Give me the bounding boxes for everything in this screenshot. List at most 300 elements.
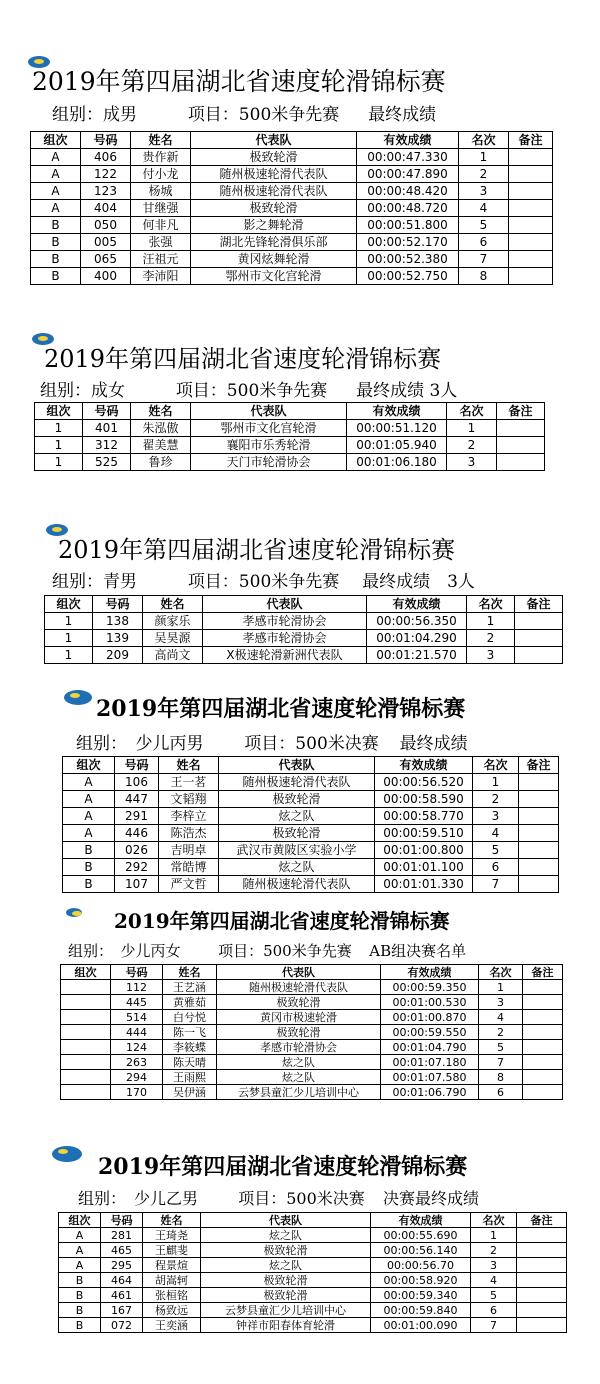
table-cell: A xyxy=(31,183,81,200)
table-cell: B xyxy=(63,876,115,893)
table-cell: 胡嵩轲 xyxy=(143,1273,201,1288)
table-cell: 106 xyxy=(115,774,159,791)
table-cell: 00:00:51.800 xyxy=(357,217,459,234)
table-cell: 李梓立 xyxy=(159,808,219,825)
table-cell: 6 xyxy=(459,234,509,251)
table-cell: 072 xyxy=(101,1318,143,1333)
table-row xyxy=(31,268,553,285)
table-cell: 1 xyxy=(473,774,519,791)
table-cell: 程景煊 xyxy=(143,1258,201,1273)
table-cell: 4 xyxy=(459,200,509,217)
table-cell: A xyxy=(59,1228,101,1243)
table-cell: B xyxy=(59,1273,101,1288)
table-row xyxy=(61,1070,563,1085)
table-cell: 炫之队 xyxy=(217,1055,381,1070)
table-cell: 吉明卓 xyxy=(159,842,219,859)
table-cell: 7 xyxy=(459,251,509,268)
table-cell: 209 xyxy=(93,647,143,664)
column-header: 名次 xyxy=(447,403,497,420)
column-header: 备注 xyxy=(519,757,559,774)
table-cell: 444 xyxy=(111,1025,163,1040)
table-cell: 陈一飞 xyxy=(163,1025,217,1040)
table-cell: A xyxy=(63,791,115,808)
table-cell: 026 xyxy=(115,842,159,859)
table-cell: 陈浩杰 xyxy=(159,825,219,842)
table-cell: 6 xyxy=(479,1085,523,1100)
section-title: 2019年第四届湖北省速度轮滑锦标赛 xyxy=(58,536,456,564)
table-row xyxy=(35,437,545,454)
table-cell: 170 xyxy=(111,1085,163,1100)
table-cell xyxy=(523,1040,563,1055)
logo-icon xyxy=(66,908,82,917)
table-cell: 影之舞轮滑 xyxy=(191,217,357,234)
table-cell xyxy=(509,234,553,251)
table-cell: 张强 xyxy=(131,234,191,251)
table-cell: 随州极速轮滑代表队 xyxy=(217,980,381,995)
column-header: 号码 xyxy=(83,403,131,420)
table-cell xyxy=(523,980,563,995)
table-cell: 甘继强 xyxy=(131,200,191,217)
table-cell xyxy=(517,1243,567,1258)
table-cell: A xyxy=(31,149,81,166)
table-cell: 3 xyxy=(447,454,497,471)
table-row xyxy=(63,876,559,893)
table-cell: 294 xyxy=(111,1070,163,1085)
table-cell: 鄂州市文化宫轮滑 xyxy=(191,268,357,285)
table-cell xyxy=(509,166,553,183)
table-row xyxy=(63,791,559,808)
table-cell: 4 xyxy=(471,1273,517,1288)
table-cell xyxy=(61,1025,111,1040)
table-cell: 极致轮滑 xyxy=(191,200,357,217)
table-cell: 黄冈市极速轮滑 xyxy=(217,1010,381,1025)
section-title: 2019年第四届湖北省速度轮滑锦标赛 xyxy=(44,345,442,373)
table-cell: 湖北先锋轮滑俱乐部 xyxy=(191,234,357,251)
results-table xyxy=(58,1212,567,1333)
table-cell: 鲁珍 xyxy=(131,454,191,471)
table-cell: A xyxy=(59,1243,101,1258)
table-row xyxy=(63,842,559,859)
table-header-row xyxy=(63,757,559,774)
table-cell: 吴昊源 xyxy=(143,630,203,647)
table-cell xyxy=(523,1085,563,1100)
column-header: 有效成绩 xyxy=(357,132,459,149)
table-cell: 1 xyxy=(479,980,523,995)
column-header: 备注 xyxy=(515,596,563,613)
table-cell xyxy=(61,995,111,1010)
table-cell: 4 xyxy=(479,1010,523,1025)
table-row xyxy=(59,1258,567,1273)
table-cell: 00:01:06.790 xyxy=(381,1085,479,1100)
table-cell: 1 xyxy=(45,613,93,630)
table-cell: 吴伊涵 xyxy=(163,1085,217,1100)
table-cell xyxy=(519,791,559,808)
table-cell: 2 xyxy=(473,791,519,808)
column-header: 代表队 xyxy=(191,403,347,420)
result-label: 最终成绩 xyxy=(368,105,437,125)
table-cell xyxy=(523,1010,563,1025)
column-header: 组次 xyxy=(45,596,93,613)
event-label: 项目：500米争先赛 xyxy=(187,572,340,592)
table-row xyxy=(45,647,563,664)
table-cell: 00:00:56.350 xyxy=(367,613,467,630)
results-table xyxy=(60,964,563,1100)
table-cell: 00:00:52.380 xyxy=(357,251,459,268)
table-cell: B xyxy=(31,268,81,285)
table-cell: X极速轮滑新洲代表队 xyxy=(203,647,367,664)
column-header: 号码 xyxy=(93,596,143,613)
column-header: 姓名 xyxy=(131,132,191,149)
table-cell: 00:00:51.120 xyxy=(347,420,447,437)
table-cell: 白兮悦 xyxy=(163,1010,217,1025)
table-cell: 王麒斐 xyxy=(143,1243,201,1258)
table-cell: 极致轮滑 xyxy=(201,1243,371,1258)
column-header: 号码 xyxy=(81,132,131,149)
table-cell xyxy=(515,613,563,630)
table-cell: 炫之队 xyxy=(201,1258,371,1273)
table-cell: 杨致远 xyxy=(143,1303,201,1318)
table-cell: 8 xyxy=(459,268,509,285)
table-cell: 朱泓傲 xyxy=(131,420,191,437)
table-cell xyxy=(61,1070,111,1085)
table-cell: 王琦尧 xyxy=(143,1228,201,1243)
logo-icon xyxy=(64,690,92,705)
table-cell: 常皓博 xyxy=(159,859,219,876)
table-cell xyxy=(523,995,563,1010)
table-cell: 付小龙 xyxy=(131,166,191,183)
group-label: 组别：青男 xyxy=(52,572,137,592)
table-cell: 2 xyxy=(459,166,509,183)
column-header: 有效成绩 xyxy=(367,596,467,613)
column-header: 组次 xyxy=(63,757,115,774)
column-header: 组次 xyxy=(61,965,111,980)
column-header: 号码 xyxy=(101,1213,143,1228)
table-row xyxy=(31,234,553,251)
table-cell: 00:00:47.330 xyxy=(357,149,459,166)
table-cell xyxy=(517,1273,567,1288)
result-label: AB组决赛名单 xyxy=(369,942,467,960)
table-cell: 极致轮滑 xyxy=(201,1273,371,1288)
table-cell xyxy=(523,1025,563,1040)
table-cell: B xyxy=(59,1288,101,1303)
column-header: 姓名 xyxy=(143,596,203,613)
table-cell: 281 xyxy=(101,1228,143,1243)
column-header: 代表队 xyxy=(217,965,381,980)
table-cell: 7 xyxy=(471,1318,517,1333)
table-cell xyxy=(519,808,559,825)
table-cell: 1 xyxy=(35,437,83,454)
table-cell: 8 xyxy=(479,1070,523,1085)
table-cell: 312 xyxy=(83,437,131,454)
column-header: 组次 xyxy=(31,132,81,149)
table-cell xyxy=(509,200,553,217)
table-cell xyxy=(497,420,545,437)
column-header: 号码 xyxy=(111,965,163,980)
table-cell xyxy=(515,630,563,647)
table-cell: 李沛阳 xyxy=(131,268,191,285)
table-row xyxy=(35,454,545,471)
table-cell: 00:01:04.290 xyxy=(367,630,467,647)
table-cell: 极致轮滑 xyxy=(191,149,357,166)
column-header: 有效成绩 xyxy=(371,1213,471,1228)
table-cell: A xyxy=(63,825,115,842)
table-cell: 00:01:00.870 xyxy=(381,1010,479,1025)
table-cell: 00:00:59.550 xyxy=(381,1025,479,1040)
table-row xyxy=(61,1010,563,1025)
table-cell xyxy=(517,1228,567,1243)
table-cell xyxy=(509,268,553,285)
table-cell: 464 xyxy=(101,1273,143,1288)
table-cell: 295 xyxy=(101,1258,143,1273)
table-cell: 极致轮滑 xyxy=(217,995,381,1010)
table-cell: 00:00:56.140 xyxy=(371,1243,471,1258)
table-cell: 00:00:52.750 xyxy=(357,268,459,285)
table-cell: 随州极速轮滑代表队 xyxy=(191,183,357,200)
table-cell xyxy=(509,149,553,166)
table-cell: 3 xyxy=(473,808,519,825)
table-cell: 黄冈炫舞轮滑 xyxy=(191,251,357,268)
table-cell: 00:01:01.330 xyxy=(375,876,473,893)
table-cell: 292 xyxy=(115,859,159,876)
table-cell: 00:01:21.570 xyxy=(367,647,467,664)
table-cell: 炫之队 xyxy=(219,859,375,876)
group-label: 组别： 少儿丙男 xyxy=(76,734,204,754)
table-cell: 1 xyxy=(447,420,497,437)
table-cell xyxy=(61,1040,111,1055)
column-header: 备注 xyxy=(523,965,563,980)
column-header: 号码 xyxy=(115,757,159,774)
table-cell: 3 xyxy=(459,183,509,200)
column-header: 名次 xyxy=(473,757,519,774)
table-row xyxy=(35,420,545,437)
table-row xyxy=(31,149,553,166)
event-label: 项目：500米争先赛 xyxy=(218,942,352,960)
table-cell: 446 xyxy=(115,825,159,842)
table-cell xyxy=(519,842,559,859)
section-title: 2019年第四届湖北省速度轮滑锦标赛 xyxy=(114,909,450,933)
table-row xyxy=(59,1273,567,1288)
table-cell: 张桓铭 xyxy=(143,1288,201,1303)
table-cell: 00:00:56.70 xyxy=(371,1258,471,1273)
table-cell: 6 xyxy=(473,859,519,876)
table-row xyxy=(59,1318,567,1333)
table-header-row xyxy=(35,403,545,420)
table-cell: 1 xyxy=(45,647,93,664)
table-cell: 孝感市轮滑协会 xyxy=(217,1040,381,1055)
table-cell: 00:01:06.180 xyxy=(347,454,447,471)
table-cell: 00:00:59.340 xyxy=(371,1288,471,1303)
table-cell: 00:00:59.350 xyxy=(381,980,479,995)
table-cell: 00:00:52.170 xyxy=(357,234,459,251)
column-header: 名次 xyxy=(467,596,515,613)
table-cell: 严文哲 xyxy=(159,876,219,893)
table-cell: 00:00:47.890 xyxy=(357,166,459,183)
table-cell: 00:00:58.590 xyxy=(375,791,473,808)
table-row xyxy=(59,1228,567,1243)
column-header: 备注 xyxy=(517,1213,567,1228)
table-cell xyxy=(519,774,559,791)
table-cell: A xyxy=(31,166,81,183)
table-header-row xyxy=(45,596,563,613)
table-cell: 00:00:48.720 xyxy=(357,200,459,217)
table-cell xyxy=(517,1258,567,1273)
section-subtitle xyxy=(52,100,436,125)
table-cell: 2 xyxy=(467,630,515,647)
event-label: 项目：500米争先赛 xyxy=(187,105,340,125)
column-header: 有效成绩 xyxy=(347,403,447,420)
table-cell: 贵作新 xyxy=(131,149,191,166)
table-row xyxy=(61,980,563,995)
column-header: 代表队 xyxy=(203,596,367,613)
table-cell: 钟祥市阳春体育轮滑 xyxy=(201,1318,371,1333)
table-cell: A xyxy=(31,200,81,217)
column-header: 姓名 xyxy=(143,1213,201,1228)
column-header: 有效成绩 xyxy=(381,965,479,980)
table-cell: 云梦县童汇少儿培训中心 xyxy=(217,1085,381,1100)
table-cell: 050 xyxy=(81,217,131,234)
table-cell: 极致轮滑 xyxy=(217,1025,381,1040)
table-cell: 00:00:48.420 xyxy=(357,183,459,200)
table-row xyxy=(45,630,563,647)
table-cell xyxy=(523,1070,563,1085)
table-cell: 00:00:59.510 xyxy=(375,825,473,842)
table-cell: 401 xyxy=(83,420,131,437)
table-cell: B xyxy=(59,1303,101,1318)
table-cell: 291 xyxy=(115,808,159,825)
table-cell: 461 xyxy=(101,1288,143,1303)
table-cell: 2 xyxy=(471,1243,517,1258)
section-title: 2019年第四届湖北省速度轮滑锦标赛 xyxy=(32,67,446,96)
table-row xyxy=(63,859,559,876)
table-cell: 襄阳市乐秀轮滑 xyxy=(191,437,347,454)
table-row xyxy=(63,774,559,791)
column-header: 姓名 xyxy=(159,757,219,774)
results-table xyxy=(62,756,559,893)
table-cell: 3 xyxy=(471,1258,517,1273)
table-cell: 00:00:58.920 xyxy=(371,1273,471,1288)
table-cell: 高尚文 xyxy=(143,647,203,664)
table-row xyxy=(59,1243,567,1258)
event-label: 项目：500米决赛 xyxy=(238,1189,365,1208)
event-label: 项目：500米决赛 xyxy=(244,734,379,754)
table-cell: B xyxy=(59,1318,101,1333)
table-cell: 123 xyxy=(81,183,131,200)
table-cell: 00:00:59.840 xyxy=(371,1303,471,1318)
table-cell xyxy=(523,1055,563,1070)
table-cell: 王艺涵 xyxy=(163,980,217,995)
column-header: 姓名 xyxy=(163,965,217,980)
table-cell: B xyxy=(31,217,81,234)
table-cell: 406 xyxy=(81,149,131,166)
table-cell: 云梦县童汇少儿培训中心 xyxy=(201,1303,371,1318)
table-row xyxy=(45,613,563,630)
group-label: 组别： 少儿乙男 xyxy=(78,1189,199,1208)
table-cell: 武汉市黄陂区实验小学 xyxy=(219,842,375,859)
column-header: 名次 xyxy=(471,1213,517,1228)
table-row xyxy=(61,1055,563,1070)
table-cell xyxy=(517,1318,567,1333)
table-cell: B xyxy=(31,251,81,268)
table-cell: 炫之队 xyxy=(201,1228,371,1243)
table-cell: 122 xyxy=(81,166,131,183)
table-row xyxy=(31,200,553,217)
table-cell: B xyxy=(31,234,81,251)
table-cell: 447 xyxy=(115,791,159,808)
table-cell: 5 xyxy=(479,1040,523,1055)
table-cell: 005 xyxy=(81,234,131,251)
result-label: 最终成绩 3人 xyxy=(362,572,475,592)
table-cell: 00:01:04.790 xyxy=(381,1040,479,1055)
result-label: 最终成绩 xyxy=(399,734,468,754)
table-cell: 6 xyxy=(471,1303,517,1318)
table-cell: 翟美慧 xyxy=(131,437,191,454)
table-cell xyxy=(61,1085,111,1100)
table-cell: 1 xyxy=(35,420,83,437)
table-cell: 孝感市轮滑协会 xyxy=(203,630,367,647)
table-cell: 112 xyxy=(111,980,163,995)
table-cell: 7 xyxy=(473,876,519,893)
table-cell: 263 xyxy=(111,1055,163,1070)
table-cell: 5 xyxy=(471,1288,517,1303)
table-cell xyxy=(61,980,111,995)
table-cell: 文韬翔 xyxy=(159,791,219,808)
table-cell: 00:00:58.770 xyxy=(375,808,473,825)
table-cell: 李筱蝶 xyxy=(163,1040,217,1055)
table-cell: 随州极速轮滑代表队 xyxy=(191,166,357,183)
table-cell: 7 xyxy=(479,1055,523,1070)
table-cell: 1 xyxy=(467,613,515,630)
table-cell: 445 xyxy=(111,995,163,1010)
section-title: 2019年第四届湖北省速度轮滑锦标赛 xyxy=(98,1154,468,1180)
table-cell: 00:01:00.800 xyxy=(375,842,473,859)
table-cell: 何非凡 xyxy=(131,217,191,234)
table-cell: 00:01:07.180 xyxy=(381,1055,479,1070)
table-cell: 107 xyxy=(115,876,159,893)
table-header-row xyxy=(61,965,563,980)
table-cell: 065 xyxy=(81,251,131,268)
table-cell xyxy=(497,437,545,454)
table-cell: 400 xyxy=(81,268,131,285)
column-header: 组次 xyxy=(35,403,83,420)
column-header: 姓名 xyxy=(131,403,191,420)
section-subtitle xyxy=(76,729,468,754)
table-cell: 3 xyxy=(479,995,523,1010)
column-header: 备注 xyxy=(497,403,545,420)
table-cell: 天门市轮滑协会 xyxy=(191,454,347,471)
table-header-row xyxy=(31,132,553,149)
table-cell: A xyxy=(63,774,115,791)
table-cell: A xyxy=(59,1258,101,1273)
table-header-row xyxy=(59,1213,567,1228)
table-row xyxy=(31,251,553,268)
column-header: 名次 xyxy=(459,132,509,149)
table-row xyxy=(63,808,559,825)
results-table xyxy=(34,402,545,471)
table-row xyxy=(59,1288,567,1303)
table-cell: 王一茗 xyxy=(159,774,219,791)
table-row xyxy=(63,825,559,842)
result-label: 最终成绩 3人 xyxy=(356,381,458,401)
table-cell: 167 xyxy=(101,1303,143,1318)
table-cell xyxy=(517,1303,567,1318)
table-cell xyxy=(519,876,559,893)
table-cell: 5 xyxy=(473,842,519,859)
group-label: 组别：成男 xyxy=(52,105,137,125)
table-cell: 124 xyxy=(111,1040,163,1055)
table-cell xyxy=(509,217,553,234)
column-header: 有效成绩 xyxy=(375,757,473,774)
table-row xyxy=(31,166,553,183)
